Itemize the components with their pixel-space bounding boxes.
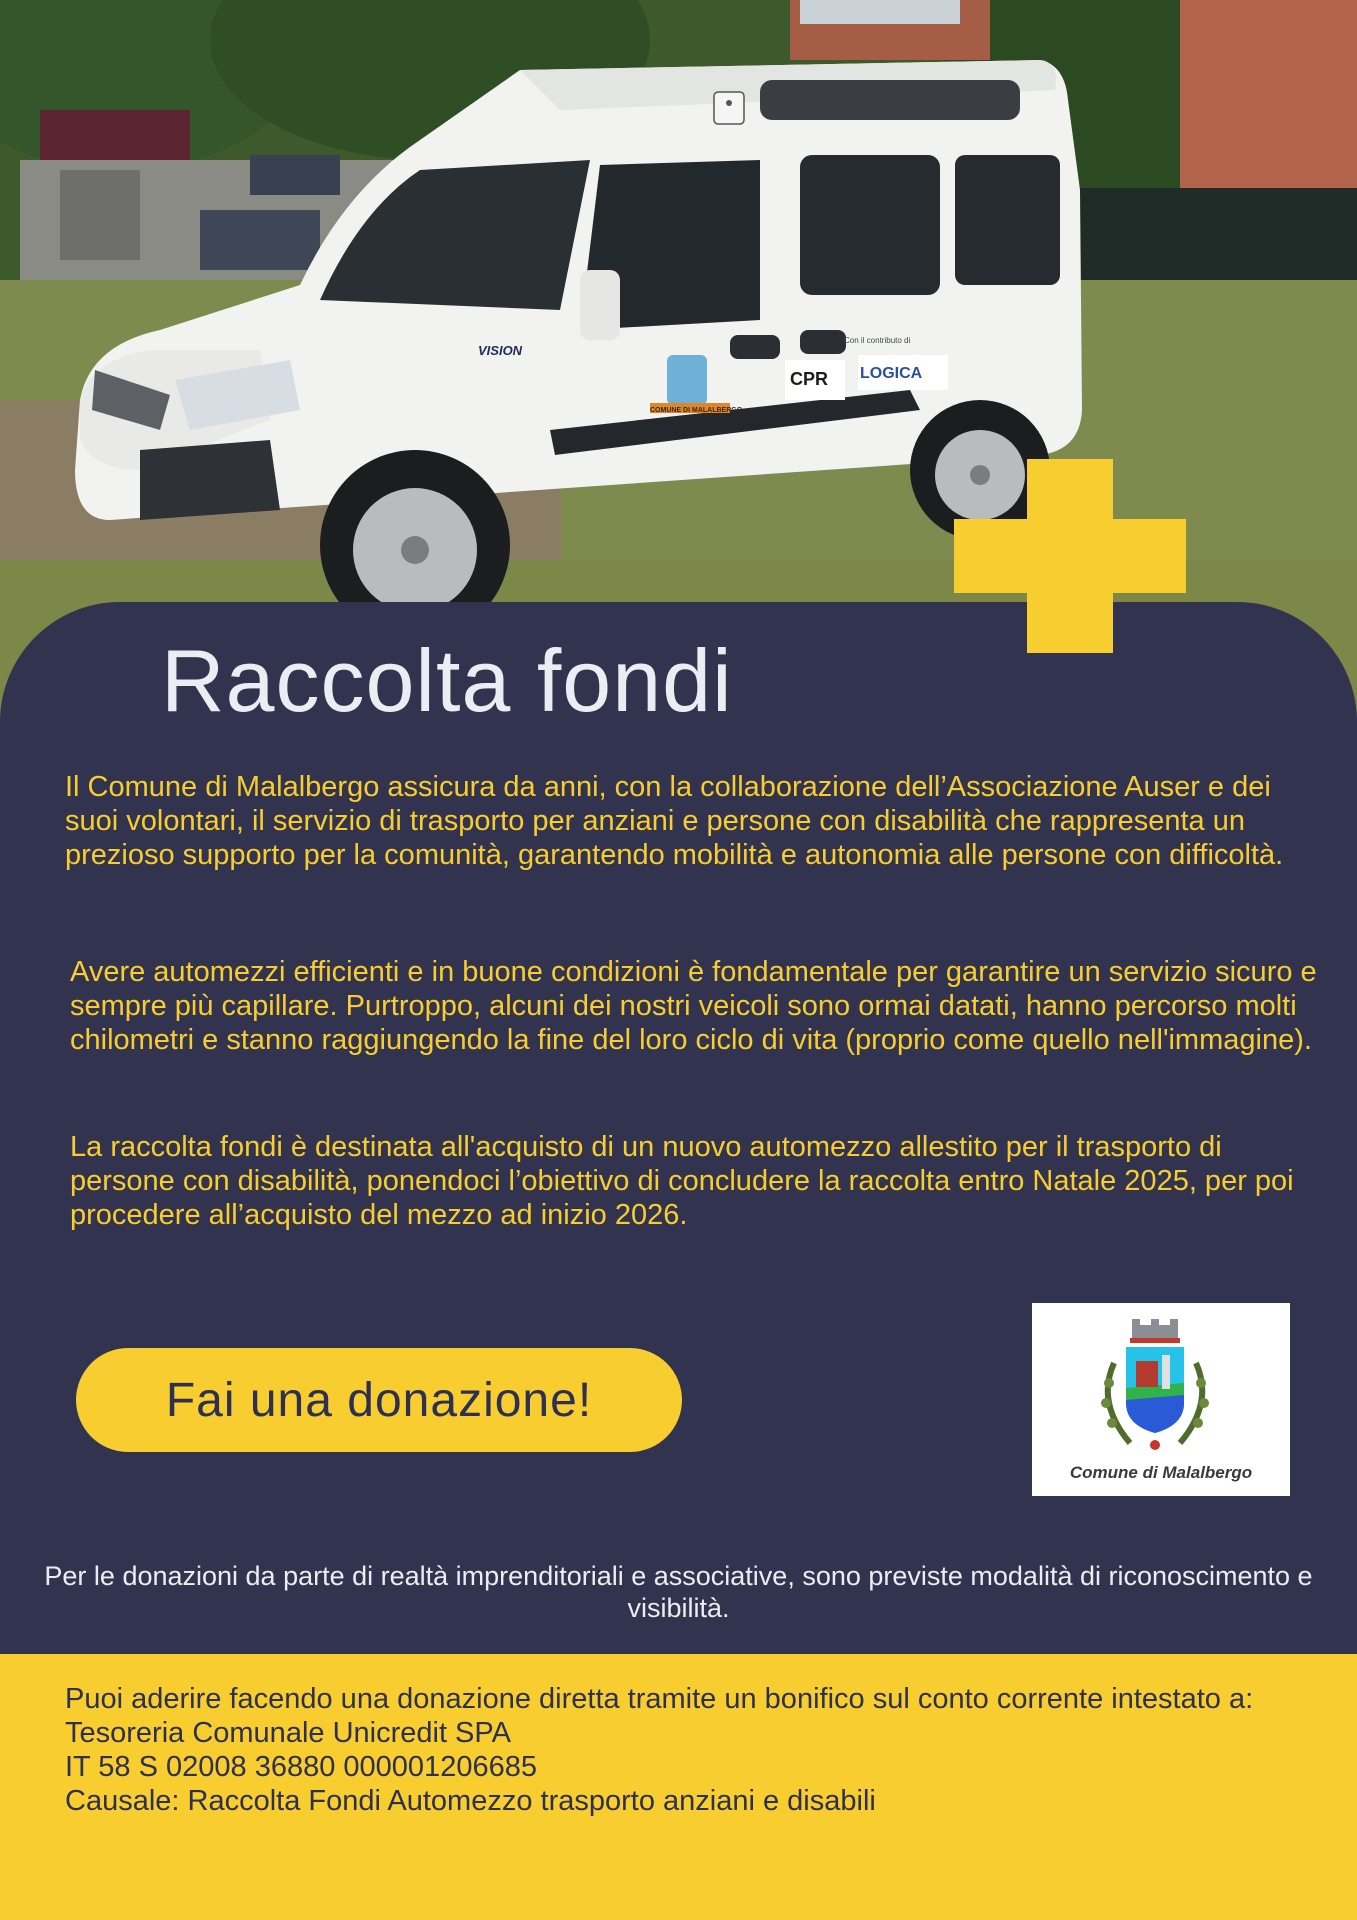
comune-decal: COMUNE DI MALALBERGO	[650, 407, 743, 414]
bank-holder: Tesoreria Comunale Unicredit SPA	[65, 1717, 511, 1749]
bank-causale: Causale: Raccolta Fondi Automezzo trasporto anziani e disabili	[65, 1785, 876, 1817]
bank-intro: Puoi aderire facendo una donazione diretta tramite un bonifico sul conto corrente intestato a:	[65, 1683, 1254, 1715]
bank-iban: IT 58 S 02008 36880 000001206685	[65, 1751, 537, 1783]
content-panel	[0, 602, 1357, 1654]
business-donations-notice: Per le donazioni da parte di realtà imprenditoriali e associative, sono previste modalità di riconoscimento e visibilità.	[44, 1561, 1313, 1623]
logica-decal: LOGICA	[860, 365, 923, 382]
logo-caption: Comune di Malalbergo	[1069, 1463, 1253, 1482]
plus-icon-horizontal	[954, 519, 1186, 593]
vehicles-paragraph: Avere automezzi efficienti e in buone condizioni è fondamentale per garantire un servizio sicuro e sempre più capillare. Purtroppo, alcuni dei nostri veicoli sono ormai datati, hanno percorso molti chilometri e stanno raggiungendo la fine del loro ciclo di vita (proprio come quello nell'immagine).	[70, 956, 1317, 1056]
goal-paragraph: La raccolta fondi è destinata all'acquisto di un nuovo automezzo allestito per il trasporto di persone con disabilità, ponendoci l’obiettivo di concludere la raccolta entro Natale 2025, per poi procedere all’acquisto del mezzo ad inizio 2026.	[70, 1131, 1294, 1231]
bank-info-footer	[0, 1654, 1357, 1920]
cpr-decal: CPR	[790, 369, 829, 389]
donate-button[interactable]: Fai una donazione!	[76, 1348, 682, 1452]
contributo-decal: Con il contributo di	[844, 336, 911, 345]
intro-paragraph: Il Comune di Malalbergo assicura da anni, con la collaborazione dell’Associazione Auser e dei suoi volontari, il servizio di trasporto per anziani e persone con disabilità che rappresenta un prezioso supporto per la comunità, garantendo mobilità e autonomia alle persone con difficoltà.	[65, 771, 1284, 871]
page-title: Raccolta fondi	[161, 631, 733, 730]
vision-decal: VISION	[478, 343, 523, 358]
comune-logo	[1032, 1303, 1290, 1496]
bank-info	[65, 1682, 1295, 1818]
